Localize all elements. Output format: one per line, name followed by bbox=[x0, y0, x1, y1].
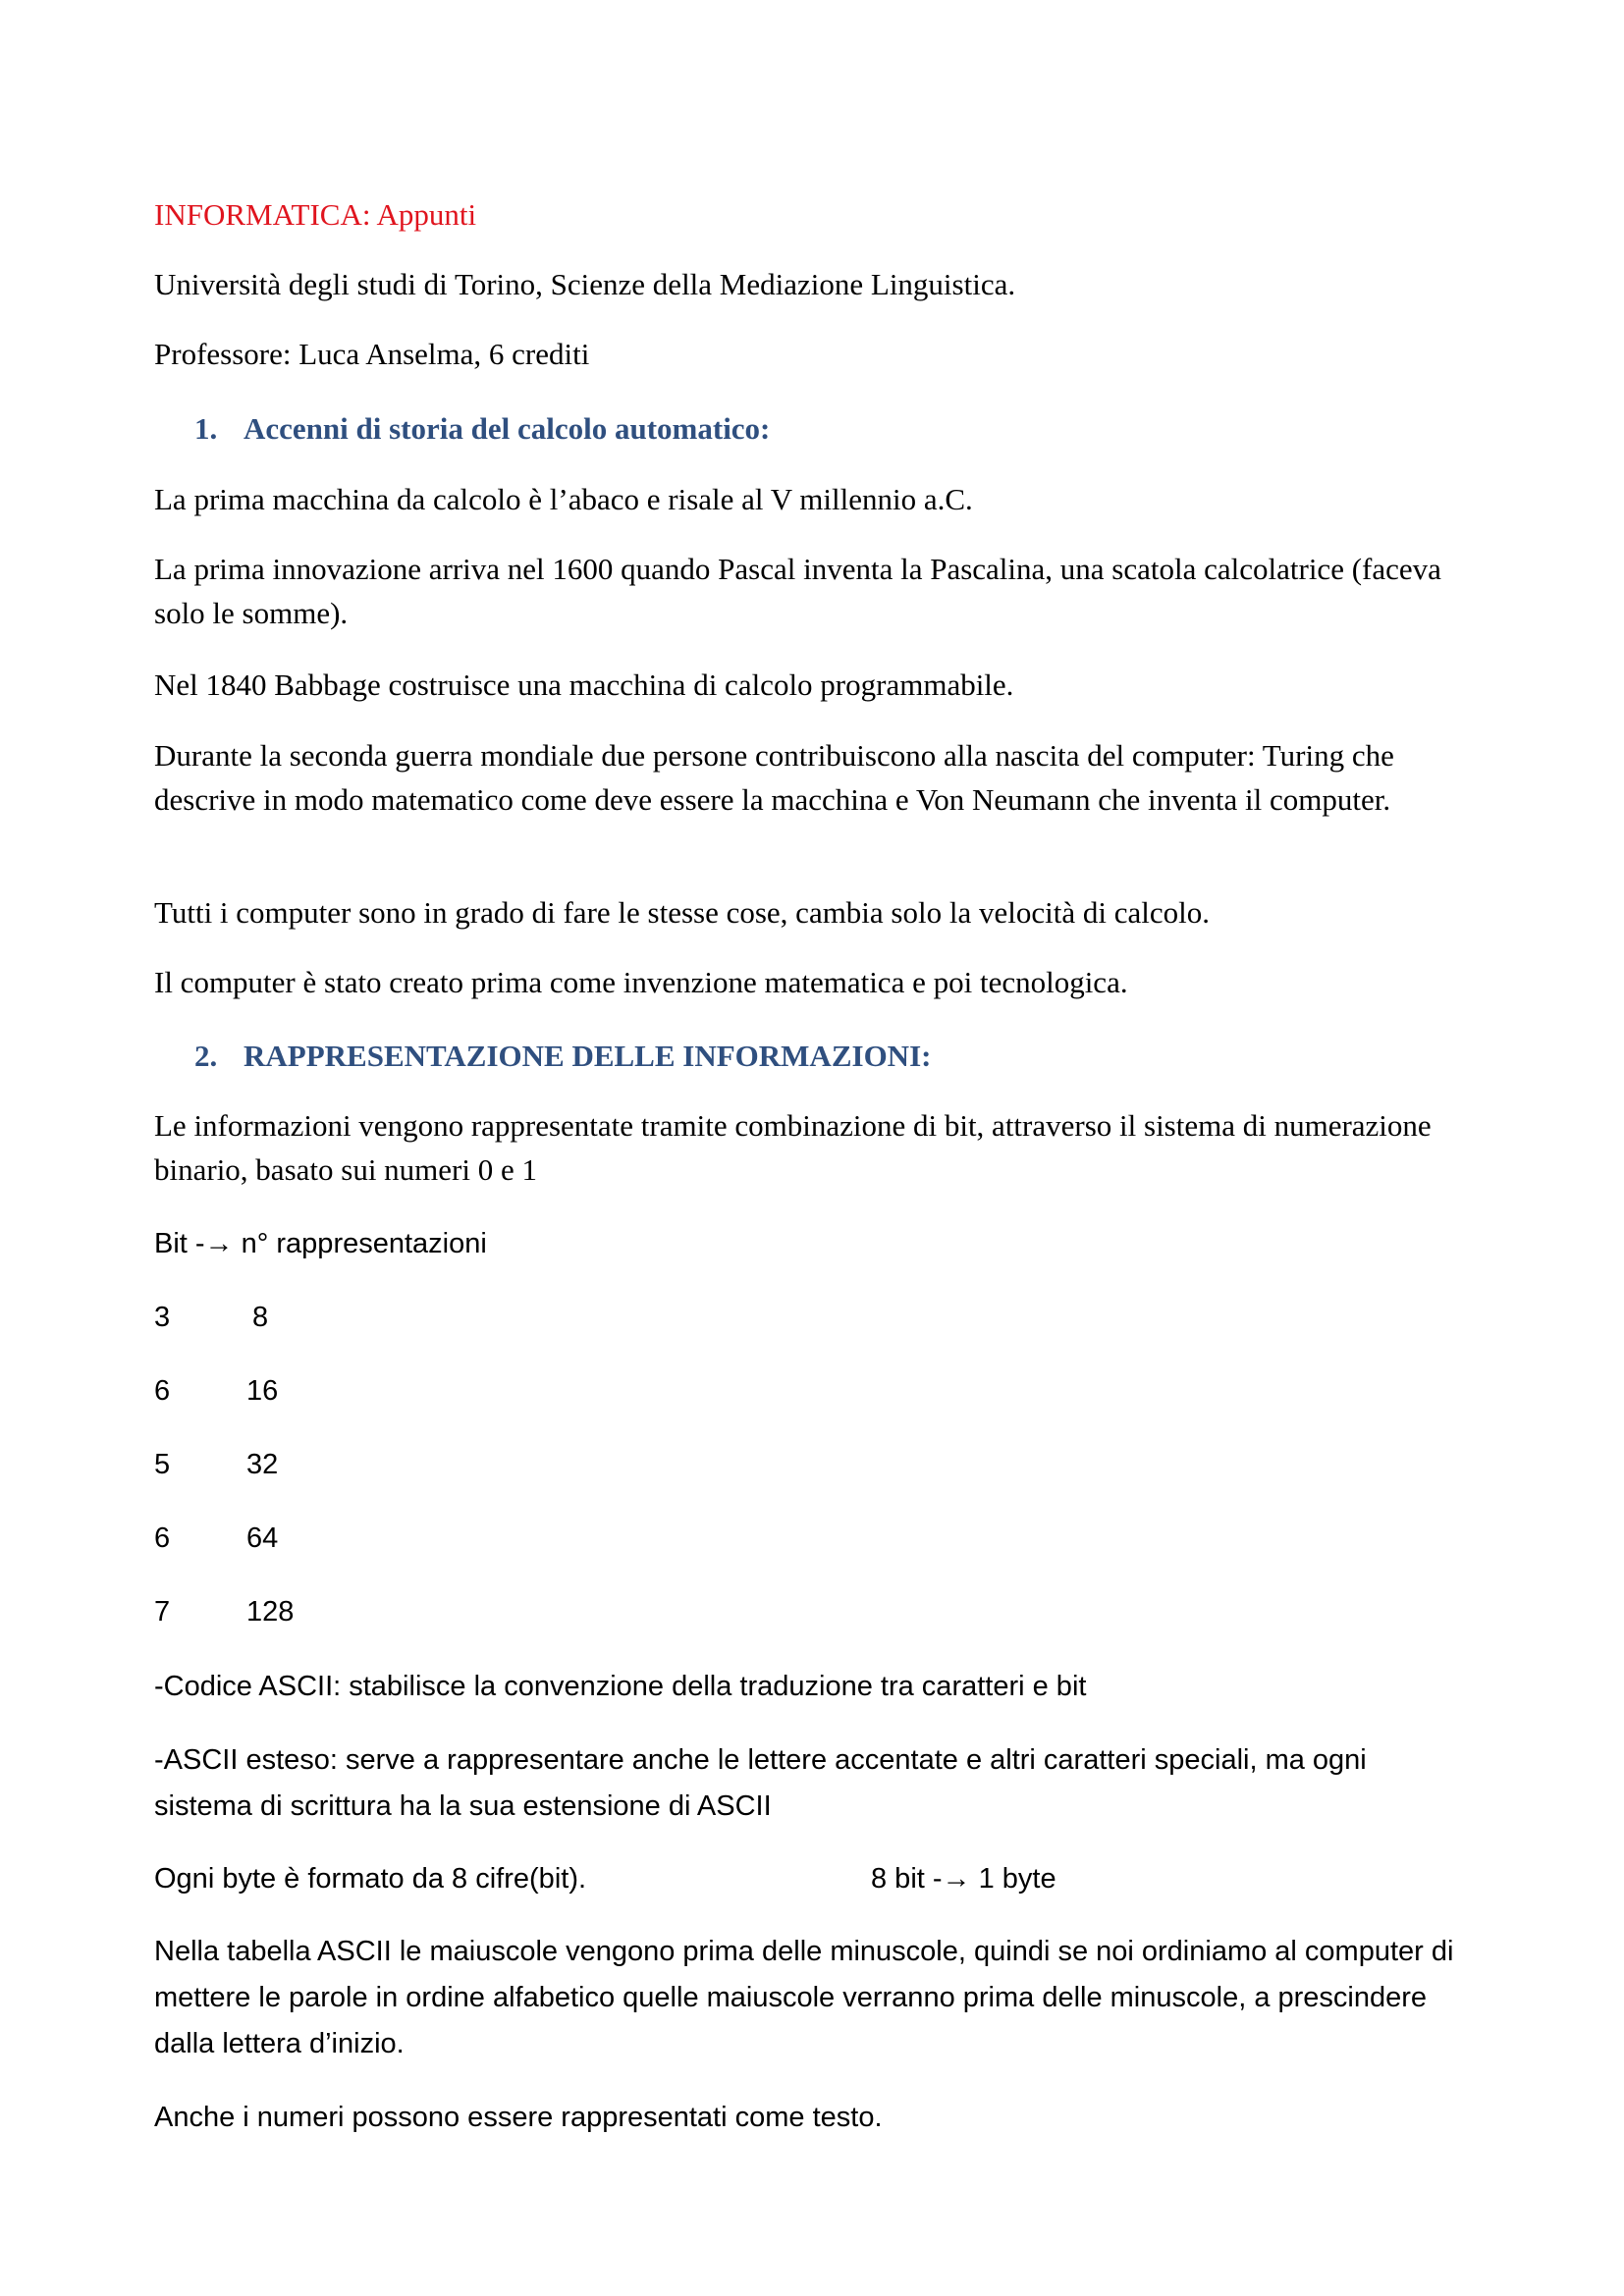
section-1-title: Accenni di storia del calcolo automatico: bbox=[244, 411, 771, 446]
table-cell-count: 8 bbox=[252, 1302, 269, 1333]
paragraph-turing: Durante la seconda guerra mondiale due persone contribuiscono alla nascita del computer: Turing che descrive in modo matematico come deve essere la macchina e Von Neumann che inventa il computer. bbox=[154, 738, 1394, 817]
paragraph-numbers-text: Anche i numeri possono essere rappresentati come testo. bbox=[154, 2102, 883, 2133]
section-2-heading bbox=[194, 1034, 931, 1078]
paragraph-computer-speed: Tutti i computer sono in grado di fare le stesse cose, cambia solo la velocità di calcolo. bbox=[154, 895, 1210, 930]
section-1-heading bbox=[194, 406, 770, 451]
paragraph-pascal: La prima innovazione arriva nel 1600 quando Pascal inventa la Pascalina, una scatola calcolatrice (faceva solo le somme). bbox=[154, 552, 1441, 630]
byte-definition: Ogni byte è formato da 8 cifre(bit). bbox=[154, 1863, 587, 1895]
table-cell-bit: 3 bbox=[154, 1302, 171, 1333]
byte-conversion: 8 bit -→ 1 byte bbox=[871, 1863, 1056, 1895]
paragraph-abaco: La prima macchina da calcolo è l’abaco e risale al V millennio a.C. bbox=[154, 482, 973, 516]
table-cell-bit: 5 bbox=[154, 1449, 171, 1480]
table-cell-count: 32 bbox=[246, 1449, 279, 1480]
table-cell-bit: 6 bbox=[154, 1375, 171, 1407]
section-2-title: RAPPRESENTAZIONE DELLE INFORMAZIONI: bbox=[244, 1039, 932, 1073]
table-header: Bit -→ n° rappresentazioni bbox=[154, 1228, 487, 1259]
table-cell-count: 128 bbox=[246, 1596, 295, 1628]
section-1-number: 1. bbox=[194, 411, 218, 446]
table-cell-bit: 6 bbox=[154, 1522, 171, 1554]
byte-line bbox=[154, 1856, 1431, 1902]
section-2-number: 2. bbox=[194, 1039, 218, 1073]
table-cell-count: 16 bbox=[246, 1375, 279, 1407]
doc-title: INFORMATICA: Appunti bbox=[154, 197, 477, 232]
paragraph-ascii: -Codice ASCII: stabilisce la convenzione della traduzione tra caratteri e bit bbox=[154, 1671, 1087, 1702]
university-line: Università degli studi di Torino, Scienze della Mediazione Linguistica. bbox=[154, 267, 1016, 301]
paragraph-babbage: Nel 1840 Babbage costruisce una macchina di calcolo programmabile. bbox=[154, 667, 1014, 702]
table-cell-count: 64 bbox=[246, 1522, 279, 1554]
paragraph-binary: Le informazioni vengono rappresentate tramite combinazione di bit, attraverso il sistema di numerazione binario, basato sui numeri 0 e 1 bbox=[154, 1108, 1432, 1187]
table-cell-bit: 7 bbox=[154, 1596, 171, 1628]
paragraph-computer-origin: Il computer è stato creato prima come invenzione matematica e poi tecnologica. bbox=[154, 965, 1128, 999]
paragraph-ascii-extended: -ASCII esteso: serve a rappresentare anche le lettere accentate e altri caratteri speciali, ma ogni sistema di scrittura ha la sua estensione di ASCII bbox=[154, 1744, 1367, 1822]
paragraph-ascii-order: Nella tabella ASCII le maiuscole vengono prima delle minuscole, quindi se noi ordiniamo al computer di mettere le parole in ordine alfabetico quelle maiuscole verranno prima delle minuscole, a prescindere dalla lettera d’inizio. bbox=[154, 1936, 1454, 2059]
professor-line: Professore: Luca Anselma, 6 crediti bbox=[154, 337, 590, 371]
